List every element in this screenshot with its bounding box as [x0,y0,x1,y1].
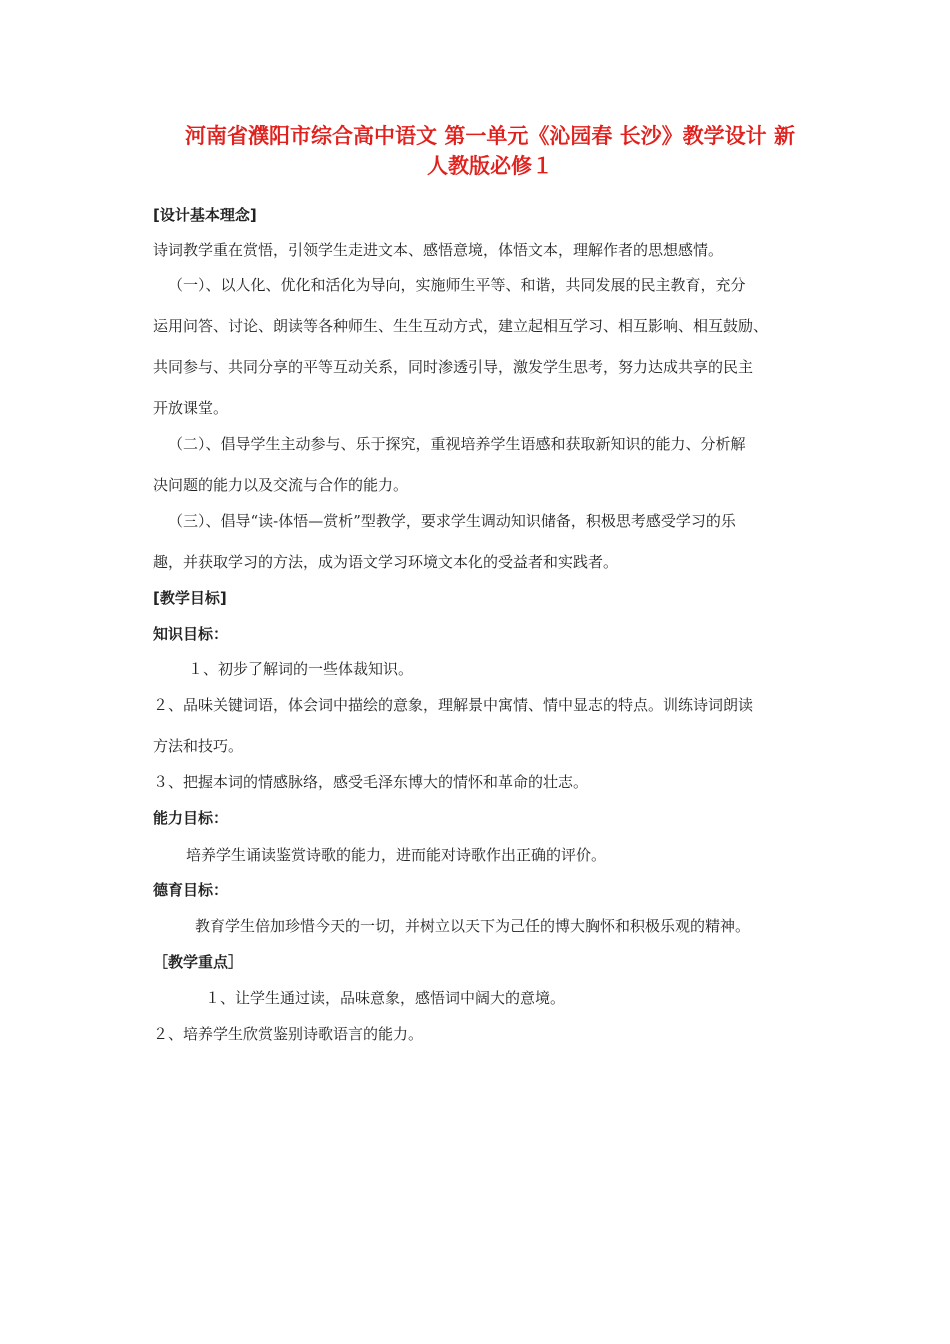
concept-point-1-line-2: 运用问答、讨论、朗读等各种师生、生生互动方式，建立起相互学习、相互影响、相互鼓励、 [153,317,769,335]
design-concept-heading: [设计基本理念] [153,206,257,224]
knowledge-goal-1: １、初步了解词的一些体裁知识。 [188,660,414,678]
key-point-2: ２、培养学生欣赏鉴别诗歌语言的能力。 [153,1025,424,1043]
teaching-goals-heading: [教学目标] [153,589,227,607]
knowledge-goals-heading: 知识目标： [153,625,229,643]
design-concept-intro: 诗词教学重在赏悟，引领学生走进文本、感悟意境，体悟文本，理解作者的思想感情。 [153,241,724,259]
concept-point-1-line-1: （一）、以人化、优化和活化为导向，实施师生平等、和谐，共同发展的民主教育，充分 [168,276,746,294]
ability-goals-heading: 能力目标： [153,809,229,827]
knowledge-goal-3: ３、把握本词的情感脉络，感受毛泽东博大的情怀和革命的壮志。 [153,773,589,791]
document-title-line-1: 河南省濮阳市综合高中语文 第一单元《沁园春 长沙》教学设计 新 [185,124,795,148]
concept-point-3-line-1: （三）、倡导“读-体悟—赏析”型教学，要求学生调动知识储备，积极思考感受学习的乐 [168,512,736,530]
knowledge-goal-2-line-1: ２、品味关键词语，体会词中描绘的意象，理解景中寓情、情中显志的特点。训练诗词朗读 [153,696,754,714]
concept-point-3-line-2: 趣，并获取学习的方法，成为语文学习环境文本化的受益者和实践者。 [153,553,619,571]
moral-goal-1: 教育学生倍加珍惜今天的一切，并树立以天下为己任的博大胸怀和积极乐观的精神。 [195,917,751,935]
concept-point-1-line-4: 开放课堂。 [153,399,229,417]
knowledge-goal-2-line-2: 方法和技巧。 [153,737,244,755]
key-point-1: １、让学生通过读，品味意象，感悟词中阔大的意境。 [205,989,566,1007]
concept-point-1-line-3: 共同参与、共同分享的平等互动关系，同时渗透引导，激发学生思考，努力达成共享的民主 [153,358,754,376]
key-points-heading: ［教学重点］ [153,953,244,971]
concept-point-2-line-2: 决问题的能力以及交流与合作的能力。 [153,476,409,494]
concept-point-2-line-1: （二）、倡导学生主动参与、乐于探究，重视培养学生语感和获取新知识的能力、分析解 [168,435,746,453]
moral-goals-heading: 德育目标： [153,881,229,899]
ability-goal-1: 培养学生诵读鉴赏诗歌的能力，进而能对诗歌作出正确的评价。 [186,846,607,864]
document-title-line-2: 人教版必修１ [427,154,553,178]
